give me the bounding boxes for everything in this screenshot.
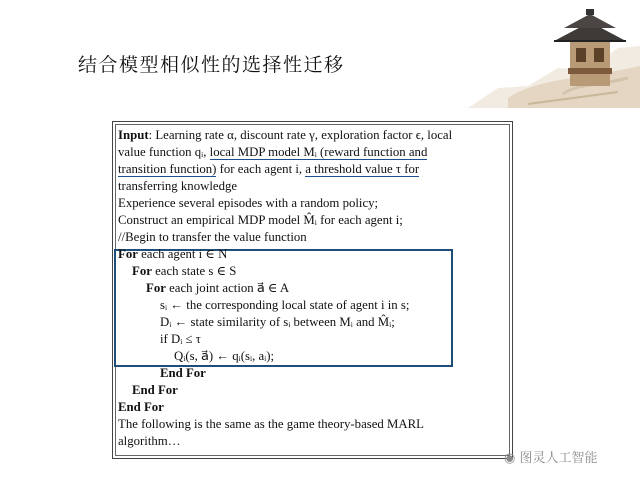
algo-end-for-agent: End For	[118, 400, 164, 414]
algo-line-following1: The following is the same as the game theory-based MARL	[118, 417, 424, 431]
input-line2-underlined: local MDP model Mᵢ (reward function and	[209, 145, 428, 159]
wechat-icon: ◉	[504, 451, 516, 466]
input-line3-underlined: a threshold value τ for	[305, 162, 420, 176]
algo-input-line4: transferring knowledge	[118, 179, 238, 193]
algo-line-di: Dᵢ ← state similarity of sᵢ between Mᵢ and M̂ᵢ;	[160, 315, 395, 329]
slide-title: 结合模型相似性的选择性迁移	[78, 54, 345, 76]
input-line2-pre: value function qᵢ,	[118, 145, 210, 159]
algo-for-state	[118, 263, 510, 280]
algo-line-construct: Construct an empirical MDP model M̂ᵢ for each agent i;	[118, 213, 403, 227]
algo-end-for-action: End For	[160, 366, 206, 380]
algo-line-comment: //Begin to transfer the value function	[118, 230, 307, 244]
watermark	[504, 447, 598, 466]
algorithm-text	[118, 127, 510, 450]
algo-line-experience: Experience several episodes with a random policy;	[118, 196, 379, 210]
algo-input-line1	[118, 127, 510, 144]
watermark-text: 图灵人工智能	[519, 451, 598, 466]
algo-input-line3	[118, 161, 510, 178]
algo-line-if: if Dᵢ ≤ τ	[160, 332, 201, 346]
algo-for-agent	[118, 246, 510, 263]
algo-end-for-state: End For	[132, 383, 178, 397]
for-keyword: For	[132, 264, 152, 278]
for-keyword: For	[118, 247, 138, 261]
for-action-rest: each joint action a⃗ ∈ A	[165, 281, 290, 295]
pavilion-decoration	[468, 8, 640, 108]
for-keyword: For	[146, 281, 166, 295]
algo-line-following2: algorithm…	[118, 434, 181, 448]
algo-for-action	[118, 280, 510, 297]
algo-line-q: Qᵢ(s, a⃗) ← qᵢ(sᵢ, aᵢ);	[174, 349, 275, 363]
input-line3-pre: transition function)	[118, 162, 217, 176]
for-state-rest: each state s ∈ S	[151, 264, 237, 278]
input-line3-mid: for each agent i,	[216, 162, 306, 176]
input-line1-rest: : Learning rate α, discount rate γ, exploration factor ϵ, local	[148, 128, 453, 142]
algo-line-si: sᵢ ← the corresponding local state of agent i in s;	[160, 298, 410, 312]
input-label: Input	[118, 128, 149, 142]
algo-input-line2	[118, 144, 510, 161]
for-agent-rest: each agent i ∈ N	[137, 247, 228, 261]
